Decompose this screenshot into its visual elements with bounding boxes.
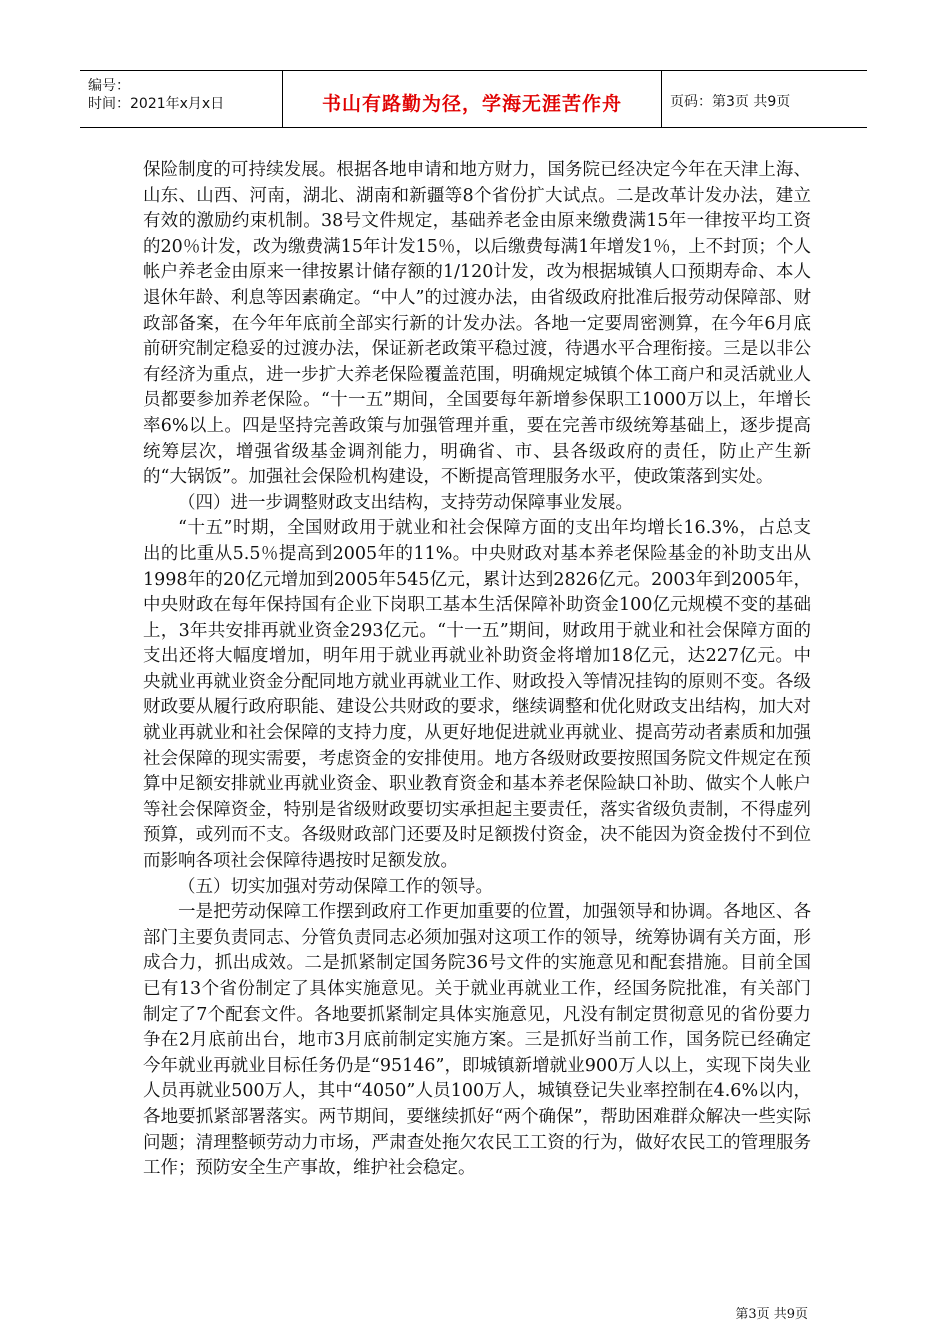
- section-heading: （四）进一步调整财政支出结构，支持劳动保障事业发展。: [178, 492, 633, 513]
- header-meta-cell: [80, 71, 283, 127]
- header-page-cell: [662, 71, 867, 127]
- section-heading: （五）切实加强对劳动保障工作的领导。: [178, 876, 493, 897]
- document-number-label: 编号：: [88, 78, 130, 94]
- document-body: [143, 158, 811, 1182]
- page-header: [80, 70, 867, 128]
- body-paragraph: 保险制度的可持续发展。根据各地申请和地方财力，国务院已经决定今年在天津上海、山东、山西、河南，湖北、湖南和新疆等8个省份扩大试点。二是改革计发办法，建立有效的激励约束机制。38号文件规定，基础养老金由原来缴费满15年一律按平均工资的20％计发，改为缴费满15年计发15％，以后缴费每满1年增发1％，上不封顶；个人帐户养老金由原来一律按累计储存额的1/120计发，改为根据城镇人口预期寿命、本人退休年龄、利息等因素确定。“中人”的过渡办法，由省级政府批准后报劳动保障部、财政部备案，在今年年底前全部实行新的计发办法。各地一定要周密测算，在今年6月底前研究制定稳妥的过渡办法，保证新老政策平稳过渡，待遇水平合理衔接。三是以非公有经济为重点，进一步扩大养老保险覆盖范围，明确规定城镇个体工商户和灵活就业人员都要参加养老保险。“十一五”期间，全国要每年新增参保职工1000万以上，年增长率6%以上。四是坚持完善政策与加强管理并重，要在完善市级统筹基础上，逐步提高统筹层次，增强省级基金调剂能力，明确省、市、县各级政府的责任，防止产生新的“大锅饭”。加强社会保险机构建设，不断提高管理服务水平，使政策落到实处。: [143, 160, 811, 488]
- page-footer: 第3页 共9页: [735, 1307, 808, 1322]
- header-page-number: 页码：第3页 共9页: [670, 94, 791, 110]
- document-date-label: 时间：2021年x月x日: [88, 96, 225, 112]
- header-motto: 书山有路勤为径，学海无涯苦作舟: [321, 93, 622, 115]
- body-paragraph: “十五”时期，全国财政用于就业和社会保障方面的支出年均增长16.3%，占总支出的比重从5.5％提高到2005年的11%。中央财政对基本养老保险基金的补助支出从1998年的20亿元增加到2005年545亿元，累计达到2826亿元。2003年到2005年，中央财政在每年保持国有企业下岗职工基本生活保障补助资金100亿元规模不变的基础上，3年共安排再就业资金293亿元。“十一五”期间，财政用于就业和社会保障方面的支出还将大幅度增加，明年用于就业再就业补助资金将增加18亿元，达227亿元。中央就业再就业资金分配同地方就业再就业工作、财政投入等情况挂钩的原则不变。各级财政要从履行政府职能、建设公共财政的要求，继续调整和优化财政支出结构，加大对就业再就业和社会保障的支持力度，从更好地促进就业再就业、提高劳动者素质和加强社会保障的现实需要，考虑资金的安排使用。地方各级财政要按照国务院文件规定在预算中足额安排就业再就业资金、职业教育资金和基本养老保险缺口补助、做实个人帐户等社会保障资金，特别是省级财政要切实承担起主要责任，落实省级负责制，不得虚列预算，或列而不支。各级财政部门还要及时足额拨付资金，决不能因为资金拨付不到位而影响各项社会保障待遇按时足额发放。: [143, 518, 811, 872]
- body-paragraph: 一是把劳动保障工作摆到政府工作更加重要的位置，加强领导和协调。各地区、各部门主要负责同志、分管负责同志必须加强对这项工作的领导，统筹协调有关方面，形成合力，抓出成效。二是抓紧制定国务院36号文件的实施意见和配套措施。目前全国已有13个省份制定了具体实施意见。关于就业再就业工作，经国务院批准，有关部门制定了7个配套文件。各地要抓紧制定具体实施意见，凡没有制定贯彻意见的省份要力争在2月底前出台，地市3月底前制定实施方案。三是抓好当前工作，国务院已经确定今年就业再就业目标任务仍是“95146”，即城镇新增就业900万人以上，实现下岗失业人员再就业500万人，其中“4050”人员100万人，城镇登记失业率控制在4.6%以内，各地要抓紧部署落实。两节期间，要继续抓好“两个确保”，帮助困难群众解决一些实际问题；清理整顿劳动力市场，严肃查处拖欠农民工工资的行为，做好农民工的管理服务工作；预防安全生产事故，维护社会稳定。: [143, 902, 811, 1179]
- header-motto-cell: [283, 71, 662, 127]
